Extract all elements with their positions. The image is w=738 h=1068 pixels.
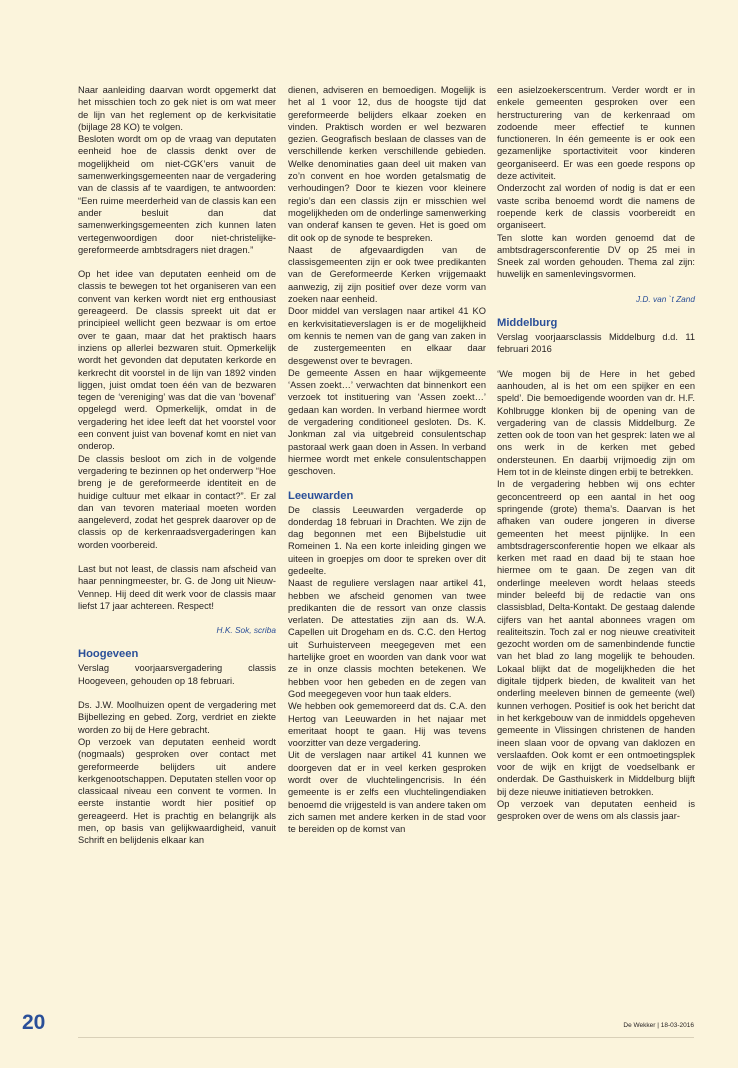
paragraph-spacer — [288, 478, 486, 490]
paragraph: De classis besloot om zich in de volgende vergadering te bezinnen op het onderwerp “Hoe breng je de gereformeerde identiteit en de huidige cultuur met elkaar in contact?”. Er zal dan van tevoren materiaal moeten worden aangeleverd, zodat het gesprek daarover op de classis op de kerkenraadsvergaderingen kan worden voorbereid. — [78, 453, 276, 550]
page-number: 20 — [22, 1011, 46, 1034]
paragraph: Ten slotte kan worden genoemd dat de ambtsdragersconferentie DV op 25 mei in Sneek zal worden gehouden. Thema zal zijn: huwelijk en samenlevingsvormen. — [497, 232, 695, 280]
paragraph: Besloten wordt om op de vraag van deputaten eenheid hoe de classis denkt over de mogelijkheid om niet-CGK’ers vanuit de samenwerkingsgemeenten naar de vergadering van de classis af te vaardigen, te antwoorden: “Een ruime meerderheid van de classis kan een ander besluit dan dat samenwerkingsgemeenten zich kunnen laten vertegenwoordigen door niet-christelijke-gereformeerde ambtsdragers niet dragen.” — [78, 134, 276, 255]
paragraph: De classis Leeuwarden vergaderde op donderdag 18 februari in Drachten. We zijn de dag begonnen met een Bijbelstudie uit Romeinen 1. Na een korte inleiding gingen we uiteen in groepjes om door te spreken over dit gedeelte. — [288, 504, 486, 576]
paragraph: Verslag voorjaarsclassis Middelburg d.d. 11 februari 2016 — [497, 332, 695, 355]
author-signature: H.K. Sok, scriba — [216, 625, 276, 636]
section-heading: Middelburg — [497, 317, 558, 330]
paragraph: Op verzoek van deputaten eenheid wordt (nogmaals) gesproken over contact met gereformeerde belijders uit andere kerkgenootschappen. Deputaten stellen voor op classicaal niveau een convent te vormen. In eerste instantie wordt hier positief op gereageerd. Het is prachtig en belangrijk als men, op basis van gelijkwaardigheid, vanuit Schrift en belijdenis elkaar kan — [78, 736, 276, 846]
paragraph: Naast de reguliere verslagen naar artikel 41, hebben we afscheid genomen van twee predikanten die de ressort van onze classis verlaten. De attestaties zijn aan ds. W.A. Capellen uit Drogeham en ds. C.C. den Hertog uit Surhuisterveen meegegeven met een hartelijke groet en woorden van dank voor wat ze in onze classis mochten betekenen. We hebben voor hen gebeden en de zegen van God meegegeven voor hun taak elders. — [288, 578, 486, 699]
paragraph-spacer — [78, 636, 276, 648]
paragraph: Ds. J.W. Moolhuizen opent de vergadering met Bijbellezing en gebed. Zorg, verdriet en ziekte worden zo bij de Here gebracht. — [78, 700, 276, 735]
paragraph: In de vergadering hebben wij ons echter geconcentreerd op een aantal in het oog springende (grote) thema’s. Daarvan is het afhaken van oudere jongeren in diverse gemeenten het meest pijnlijke. In een ambtsdragersconferentie hopen we elkaar als kerken met raad en daad bij te staan hoe hiermee om te gaan. De zegen van dit onderlinge meeleven wordt helaas steeds minder beleefd bij de redactie van ons classisblad, Delta-Kontakt. De gestaag dalende cijfers van het aantal abonnees vragen om realiteitszin. Toch zal er nog nieuwe creativiteit gezocht worden om de samenbindende functie van het blad zo lang mogelijk te behouden. Lokaal blijkt dat de mogelijkheden die het digitale tijdperk bieden, de kwaliteit van het onderling meeleven binnen de gemeente (wel) kunnen verhogen. Positief is ook het bericht dat in het kerkgebouw van de inmiddels opgeheven gemeente in Vlissingen christenen de handen ineen slaan voor de opvang van daklozen en verslaafden. Ook komt er een ontmoetingsplek voor de wijk en krijgt de voedselbank er onderdak. De Gasthuiskerk in Middelburg blijft bij deze nieuwe initiatieven betrokken. — [497, 479, 695, 797]
paragraph-spacer — [497, 356, 695, 368]
section-heading: Hoogeveen — [78, 648, 139, 661]
paragraph-spacer — [78, 687, 276, 699]
paragraph: Naast de afgevaardigden van de classisgemeenten zijn er ook twee predikanten van de Gereformeerde Kerken vrijgemaakt aanwezig, zij zijn positief over deze vorm van zoeken naar eenheid. — [288, 244, 486, 305]
paragraph: Onderzocht zal worden of nodig is dat er een vaste scriba benoemd wordt die namens de roepende kerk de classis voorbereidt en organiseert. — [497, 183, 695, 231]
footer-rule — [78, 1037, 694, 1038]
paragraph: Verslag voorjaarsvergadering classis Hoogeveen, gehouden op 18 februari. — [78, 663, 276, 686]
paragraph-spacer — [497, 281, 695, 293]
paragraph-spacer — [497, 305, 695, 317]
paragraph: ‘We mogen bij de Here in het gebed aanhouden, al is het om een spijker en een speld’. Die bemoedigende woorden van dr. H.F. Kohlbrugge klonken bij de opening van de vergadering van de classis Middelburg. Ze zetten ook de toon van het gesprek: laten we al ons werk in de kerken met gebed ondersteunen. En daarbij vrijmoedig zijn om Hem tot in de kleinste dingen erbij te betrekken. — [497, 368, 695, 478]
section-heading: Leeuwarden — [288, 489, 354, 502]
paragraph: We hebben ook gememoreerd dat ds. C.A. den Hertog van Leeuwarden in het najaar met emeritaat hoopt te gaan. Hij was tevens voorzitter van deze vergadering. — [288, 701, 486, 749]
article-column-1 — [78, 84, 276, 847]
paragraph: Door middel van verslagen naar artikel 41 KO en kerkvisitatieverslagen is er de mogelijkheid om kennis te nemen van de gang van zaken in de zustergemeenten en elkaar daar desgewenst over te bevragen. — [288, 306, 486, 366]
author-signature: J.D. van `t Zand — [635, 293, 695, 304]
article-column-2 — [288, 84, 486, 836]
paragraph: Last but not least, de classis nam afscheid van haar penningmeester, br. G. de Jong uit Nieuw-Vennep. Hij deed dit werk voor de classis maar liefst 17 jaar achtereen. Respect! — [78, 563, 276, 611]
paragraph-spacer — [78, 551, 276, 563]
footer-publication: De Wekker | 18-03-2016 — [623, 1022, 694, 1029]
paragraph: Naar aanleiding daarvan wordt opgemerkt dat het misschien toch zo gek niet is om wat meer de lijn van het reglement op de kerkvisitatie (bijlage 28 KO) te volgen. — [78, 85, 276, 132]
paragraph-spacer — [78, 612, 276, 624]
paragraph: Uit de verslagen naar artikel 41 kunnen we doorgeven dat er in veel kerken gesproken wordt over de vluchtelingencrisis. In één gemeente is er zelfs een vluchtelingendiaken benoemd die vrijgesteld is van andere taken om zich samen met andere kerken in de stad voor te bereiden op de komst van — [288, 750, 486, 835]
paragraph: De gemeente Assen en haar wijkgemeente ‘Assen zoekt…’ verwachten dat binnenkort een verzoek tot instituering van ‘Assen zoekt…’ gedaan kan worden. In verband hiermee wordt de vergadering conditioneel gesloten. Ds. K. Jonkman zal via uitgebreid consulentschap pastoraal werk gaan doen in Assen. In verband hiermee wordt met enkele consulentschappen geschoven. — [288, 367, 486, 477]
paragraph: Op het idee van deputaten eenheid om de classis te bewegen tot het organiseren van een convent van kerken wordt niet erg enthousiast gereageerd. De classis spreekt uit dat er principieel wellicht geen bezwaar is om ertoe over te gaan, maar dat het praktisch haars inziens op allerlei bezwaren stuit. Opmerkelijk wordt het gevonden dat deputaten kerkorde en kerkrecht dit voorstel in de lijn van 1892 vinden liggen, juist omdat toen één van de bezwaren tegen de ‘vereniging’ was dat die van ‘bovenaf’ opgelegd werd. Opmerkelijk, omdat in de vergadering het idee leeft dat het voorstel voor een convent juist van bovenaf komt en niet van onderop. — [78, 269, 276, 452]
paragraph: Op verzoek van deputaten eenheid is gesproken over de wens om als classis jaar- — [497, 799, 695, 822]
paragraph: een asielzoekerscentrum. Verder wordt er in enkele gemeenten gesproken over een herstructurering van de kerkenraad om zodoende meer effectief te kunnen functioneren. In één gemeente is er ook een gezamenlijke sportactiviteit voor kinderen georganiseerd. Er was een goede respons op deze activiteit. — [497, 85, 695, 182]
paragraph-spacer — [78, 256, 276, 268]
article-column-3 — [497, 84, 695, 823]
paragraph: dienen, adviseren en bemoedigen. Mogelijk is het al 1 voor 12, dus de hoogste tijd dat gereformeerde belijders elkaar zoeken en vinden. Praktisch worden er wel bezwaren gezien. Geografisch beslaan de classes van de verschillende kerken verschillende gebieden. Welke denominaties gaan deel uit maken van zo’n convent en hoe worden getalsmatig de verhoudingen? Door te kiezen voor kleinere regio’s dan een classis zijn er misschien wel mogelijkheden om de onderlinge samenwerking van onderaf kansen te geven. Het is goed om dit ook op de synode te bespreken. — [288, 85, 486, 243]
